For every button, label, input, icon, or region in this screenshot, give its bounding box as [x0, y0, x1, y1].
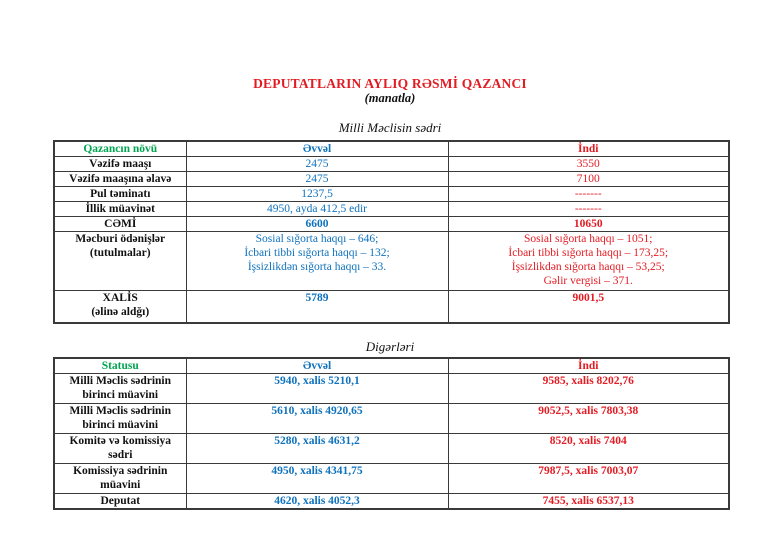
table2-caption: Digərləri: [365, 339, 415, 354]
cell-line: 7455, xalis 6537,13: [542, 495, 634, 507]
cell-label: [54, 157, 186, 172]
table-row: [54, 464, 729, 494]
cell-indi: [448, 187, 729, 202]
cell-line: 9052,5, xalis 7803,38: [538, 405, 639, 417]
cell-line: 2475: [305, 158, 329, 170]
cell-line: Vəzifə maaşına əlavə: [69, 173, 172, 185]
cell-line: 3550: [576, 158, 600, 170]
cell-evvel: [186, 217, 448, 232]
cell-line: Pul təminatı: [90, 188, 151, 200]
cell-line: (əlinə aldğı): [91, 306, 150, 318]
cell-indi: [448, 494, 729, 510]
cell-indi: [448, 464, 729, 494]
cell-evvel: [186, 172, 448, 187]
table-row: [54, 187, 729, 202]
cell-line: 6600: [305, 218, 329, 230]
cell-label: [54, 172, 186, 187]
cell-evvel: [186, 464, 448, 494]
cell-label: [54, 217, 186, 232]
cell-evvel: [186, 157, 448, 172]
cell-label: [54, 434, 186, 464]
cell-line: Komitə və komissiya sədri: [69, 435, 172, 461]
cell-indi: [448, 434, 729, 464]
cell-evvel: [186, 374, 448, 404]
table-row: [54, 157, 729, 172]
cell-indi: [448, 217, 729, 232]
column-header-statusu: Statusu: [54, 358, 186, 374]
cell-evvel: [186, 494, 448, 510]
cell-line: Deputat: [100, 495, 141, 507]
table1-caption: Milli Məclisin sədri: [338, 120, 442, 135]
table-row: [54, 232, 729, 291]
cell-line: 4950, ayda 412,5 edir: [267, 203, 367, 215]
cell-evvel: [186, 291, 448, 324]
cell-line: 9001,5: [572, 292, 605, 304]
cell-line: Milli Məclis sədrinin birinci müavini: [69, 405, 172, 431]
cell-line: XALİS: [102, 292, 138, 304]
cell-evvel: [186, 202, 448, 217]
cell-line: Milli Məclis sədrinin birinci müavini: [69, 375, 172, 401]
cell-label: [54, 202, 186, 217]
table-row: [54, 217, 729, 232]
cell-line: 5280, xalis 4631,2: [274, 435, 360, 447]
table-row: [54, 291, 729, 324]
cell-line: 4950, xalis 4341,75: [271, 465, 363, 477]
cell-line: 4620, xalis 4052,3: [274, 495, 360, 507]
table-row: [54, 172, 729, 187]
table-row: [54, 374, 729, 404]
cell-line: Vəzifə maaşı: [89, 158, 152, 170]
cell-indi: [448, 291, 729, 324]
cell-evvel: [186, 404, 448, 434]
column-header-indi: İndi: [448, 141, 729, 157]
cell-label: [54, 291, 186, 324]
cell-line: 2475: [305, 173, 329, 185]
cell-line: 8520, xalis 7404: [549, 435, 627, 447]
page-title: DEPUTATLARIN AYLIQ RƏSMİ QAZANCI: [253, 76, 527, 91]
table-row: [54, 404, 729, 434]
cell-line: 5940, xalis 5210,1: [274, 375, 360, 387]
cell-line: İcbari tibbi sığorta haqqı – 173,25;: [508, 247, 669, 259]
cell-indi: [448, 157, 729, 172]
page-subtitle: (manatla): [364, 91, 416, 105]
column-header-evvel: Əvvəl: [186, 358, 448, 374]
cell-evvel: [186, 187, 448, 202]
column-header-qazancin-novu: Qazancın növü: [54, 141, 186, 157]
cell-label: [54, 232, 186, 291]
cell-line: 1237,5: [301, 188, 333, 200]
cell-label: [54, 404, 186, 434]
cell-line: -------: [574, 188, 602, 200]
cell-label: [54, 494, 186, 510]
cell-line: CƏMİ: [104, 218, 137, 230]
cell-line: Gəlir vergisi – 371.: [543, 275, 633, 287]
cell-line: 10650: [573, 218, 603, 230]
cell-line: Sosial sığorta haqqı – 646;: [255, 233, 379, 245]
cell-label: [54, 464, 186, 494]
table-row: [54, 494, 729, 510]
column-header-indi: İndi: [448, 358, 729, 374]
cell-indi: [448, 374, 729, 404]
cell-line: İşsizlikdən sığorta haqqı – 53,25;: [511, 261, 665, 273]
cell-line: 9585, xalis 8202,76: [542, 375, 634, 387]
cell-line: İcbari tibbi sığorta haqqı – 132;: [244, 247, 390, 259]
table-header-row: [54, 141, 729, 157]
cell-line: 5610, xalis 4920,65: [271, 405, 363, 417]
cell-line: Sosial sığorta haqqı – 1051;: [524, 233, 653, 245]
cell-line: 7100: [576, 173, 600, 185]
cell-indi: [448, 172, 729, 187]
column-header-evvel: Əvvəl: [186, 141, 448, 157]
cell-evvel: [186, 232, 448, 291]
cell-line: İşsizlikdən sığorta haqqı – 33.: [247, 261, 387, 273]
table-row: [54, 434, 729, 464]
table-row: [54, 202, 729, 217]
cell-line: -------: [574, 203, 602, 215]
cell-indi: [448, 404, 729, 434]
cell-indi: [448, 232, 729, 291]
cell-evvel: [186, 434, 448, 464]
cell-line: İllik müavinət: [85, 203, 155, 215]
cell-indi: [448, 202, 729, 217]
cell-line: 7987,5, xalis 7003,07: [538, 465, 639, 477]
table-header-row: [54, 358, 729, 374]
cell-label: [54, 374, 186, 404]
cell-line: Komissiya sədrinin müavini: [73, 465, 168, 491]
cell-line: 5789: [305, 292, 329, 304]
cell-line: (tutulmalar): [89, 247, 151, 259]
table-milli-meclisin-sedri: [53, 140, 730, 324]
cell-label: [54, 187, 186, 202]
cell-line: Məcburi ödənişlər: [75, 233, 166, 245]
table-digerleri: [53, 357, 730, 510]
